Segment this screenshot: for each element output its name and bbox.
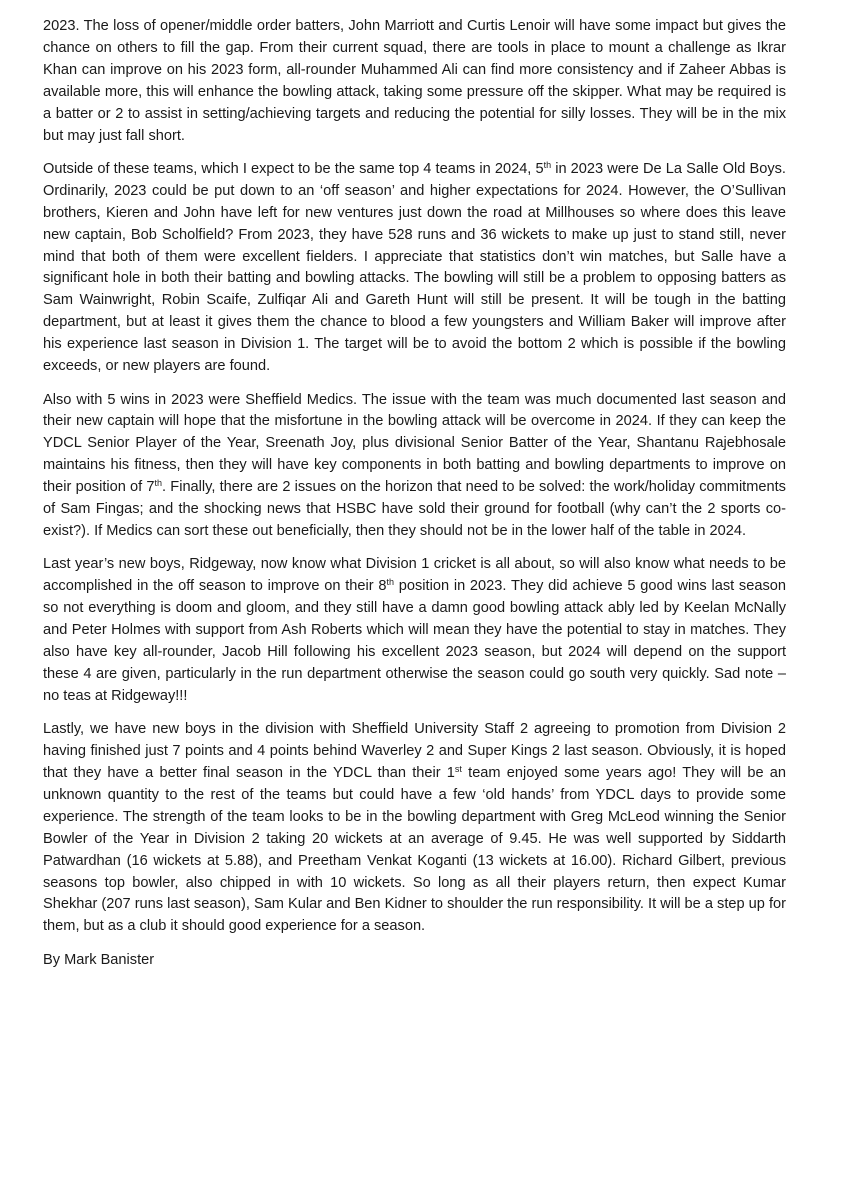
article-page	[43, 16, 786, 972]
paragraph-university-staff	[43, 719, 786, 938]
paragraph-de-la-salle	[43, 159, 786, 378]
paragraph-bath-outlook	[43, 16, 786, 147]
paragraph-sheffield-medics	[43, 390, 786, 543]
paragraph-text: team enjoyed some years ago! They will be an unknown quantity to the rest of the teams but could have a few ‘old hands’ from YDCL days to provide some experience. The strength of the team looks to be in the bowling department with Greg McLeod winning the Senior Bowler of the Year in Division 2 taking 20 wickets at an average of 9.45. He was well supported by Siddarth Patwardhan (16 wickets at 5.88), and Preetham Venkat Koganti (13 wickets at 16.00). Richard Gilbert, previous seasons top bowler, also chipped in with 10 wickets. So long as all their players return, then expect Kumar Shekhar (207 runs last season), Sam Kular and Ben Kidner to shoulder the run responsibility. It will be a step up for them, but as a club it should good experience for a season.	[43, 765, 786, 935]
author-byline: By Mark Banister	[43, 951, 155, 968]
ordinal-suffix: th	[386, 577, 395, 588]
ordinal-suffix: th	[154, 478, 163, 489]
ordinal-suffix: st	[454, 764, 462, 774]
paragraph-text: 2023. The loss of opener/middle order batters, John Marriott and Curtis Lenoir will have some impact but gives the chance on others to fill the gap. From their current squad, there are tools in place to mount a challenge as Ikrar Khan can improve on his 2023 form, all-rounder Muhammed Ali can find more consistency and if Zaheer Abbas is available more, this will enhance the bowling attack, taking some pressure off the skipper. What may be required is a batter or 2 to assist in setting/achieving targets and reducing the potential for silly losses. They will be in the mix but may just fall short.	[43, 18, 786, 144]
paragraph-text: Lastly, we have new boys in the division with Sheffield University Staff 2 agreeing to promotion from Division 2 having finished just 7 points and 4 points behind Waverley 2 and Super Kings 2 last season. Obviously, it is hoped that they have a better final season in the YDCL than their 1	[43, 721, 786, 781]
ordinal-suffix: th	[543, 159, 552, 170]
paragraph-ridgeway	[43, 554, 786, 707]
paragraph-text: position in 2023. They did achieve 5 good wins last season so not everything is doom and gloom, and they still have a damn good bowling attack ably led by Keelan McNally and Peter Holmes with support from Ash Roberts which will mean they have the potential to stay in matches. They also have key all-rounder, Jacob Hill following his excellent 2023 season, but 2024 will depend on the support these 4 are given, particularly in the run department otherwise the season could go south very quickly. Sad note – no teas at Ridgeway!!!	[43, 578, 786, 704]
paragraph-text: . Finally, there are 2 issues on the horizon that need to be solved: the work/holiday commitments of Sam Fingas; and the shocking news that HSBC have sold their ground for football (why can’t the 2 sports co-exist?). If Medics can sort these out beneficially, then they should not be in the lower half of the table in 2024.	[43, 479, 786, 539]
paragraph-text: Also with 5 wins in 2023 were Sheffield Medics. The issue with the team was much documented last season and their new captain will hope that the misfortune in the bowling attack will be overcome in 2024. If they can keep the YDCL Senior Player of the Year, Sreenath Joy, plus divisional Senior Batter of the Year, Shantanu Rajebhosale maintains his fitness, then they will have key components in both batting and bowling departments to improve on their position of 7	[43, 391, 786, 496]
paragraph-text: in 2023 were De La Salle Old Boys. Ordinarily, 2023 could be put down to an ‘off season’ and higher expectations for 2024. However, the O’Sullivan brothers, Kieren and John have left for new ventures just down the road at Millhouses so where does this leave new captain, Bob Scholfield? From 2023, they have 528 runs and 36 wickets to make up just to stand still, never mind that both of them were excellent fielders. I appreciate that statistics don’t win matches, but Salle have a significant hole in both their batting and bowling attacks. The bowling will still be a problem to opposing batters as Sam Wainwright, Robin Scaife, Zulfiqar Ali and Gareth Hunt will still be present. It will be tough in the batting department, but at least it gives them the chance to blood a few youngsters and William Baker will improve after his experience last season in Division 1. The target will be to avoid the bottom 2 which is possible if the bowling exceeds, or new players are found.	[43, 160, 786, 375]
paragraph-text: Last year’s new boys, Ridgeway, now know what Division 1 cricket is all about, so will also know what needs to be accomplished in the off season to improve on their 8	[43, 556, 786, 595]
paragraph-text: Outside of these teams, which I expect to be the same top 4 teams in 2024, 5	[43, 160, 544, 177]
